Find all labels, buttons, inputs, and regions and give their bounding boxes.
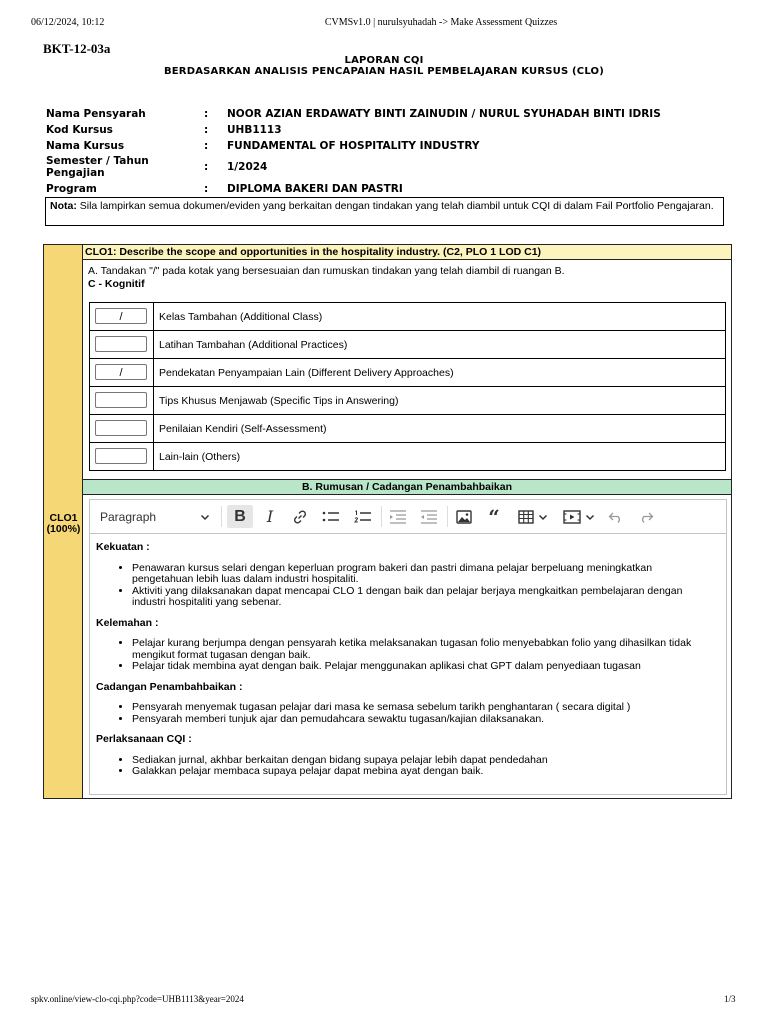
info-value-semester: 1/2024 <box>227 161 268 173</box>
info-label-semester-line2: Pengajian <box>46 167 105 179</box>
checklist-label: Tips Khusus Menjawab (Specific Tips in Answering) <box>159 395 399 407</box>
numbered-list-icon[interactable] <box>351 505 375 528</box>
mark-input[interactable]: / <box>95 364 147 380</box>
mark-input[interactable] <box>95 392 147 408</box>
bold-icon[interactable]: B <box>227 505 253 528</box>
mark-input[interactable] <box>95 448 147 464</box>
report-subtitle: BERDASARKAN ANALISIS PENCAPAIAN HASIL PEMBELAJARAN KURSUS (CLO) <box>163 66 605 77</box>
note-box <box>45 197 724 226</box>
indent-icon[interactable] <box>417 505 441 528</box>
checklist-mark-cell <box>90 331 154 358</box>
info-value-program: DIPLOMA BAKERI DAN PASTRI <box>227 183 403 195</box>
checklist-mark-cell <box>90 415 154 442</box>
paragraph-format-select[interactable] <box>96 505 214 528</box>
table-icon[interactable] <box>513 505 553 528</box>
print-page-title: CVMSv1.0 | nurulsyuhadah -> Make Assessment Quizzes <box>324 17 558 28</box>
info-value-lecturer: NOOR AZIAN ERDAWATY BINTI ZAINUDIN / NURUL SYUHADAH BINTI IDRIS <box>227 108 661 120</box>
italic-icon[interactable]: I <box>266 507 274 526</box>
list-item: • Penawaran kursus selari dengan keperluan program bakeri dan pastri dimana pelajar berpeluang meningkatkan pengetahuan lebih luas dalam industri hospitaliti. <box>132 563 716 586</box>
link-icon[interactable] <box>288 505 312 528</box>
chevron-down-icon <box>585 512 595 522</box>
redo-icon[interactable] <box>634 505 658 528</box>
clo-domain: C - Kognitif <box>88 278 145 290</box>
action-checklist <box>89 302 726 471</box>
image-icon[interactable] <box>452 505 476 528</box>
checklist-mark-cell <box>90 303 154 330</box>
bulleted-list-icon[interactable] <box>319 505 343 528</box>
checklist-label: Penilaian Kendiri (Self-Assessment) <box>159 423 327 435</box>
toolbar-separator <box>221 506 222 527</box>
list-item: • Pelajar kurang berjumpa dengan pensyarah ketika melaksanakan tugasan folio menyebabkan folio yang dihasilkan tidak mengikut format tugasan dengan baik. <box>132 638 716 661</box>
section-b-title: B. Rumusan / Cadangan Penambahbaikan <box>83 479 731 495</box>
list-item: • Pelajar tidak membina ayat dengan baik. Pelajar menggunakan aplikasi chat GPT dalam penyediaan tugasan <box>132 661 716 673</box>
checklist-label: Latihan Tambahan (Additional Practices) <box>159 339 348 351</box>
list-item: • Galakkan pelajar membaca supaya pelajar dapat mebina ayat dengan baik. <box>132 766 716 778</box>
checklist-row <box>90 331 725 359</box>
checklist-row <box>90 415 725 443</box>
mark-input[interactable]: / <box>95 308 147 324</box>
paragraph-format-value: Paragraph <box>100 509 157 524</box>
checklist-mark-cell <box>90 443 154 470</box>
footer-page-number: 1/3 <box>724 994 736 1004</box>
info-label-course-name: Nama Kursus <box>46 140 125 152</box>
document-code: BKT-12-03a <box>43 41 111 56</box>
cqi-implementation-list <box>96 755 716 778</box>
note-label: Nota: <box>50 200 77 212</box>
list-item: • Pensyarah memberi tunjuk ajar dan pemudahcara sewaktu tugasan/kajian dilaksanakan. <box>132 714 716 726</box>
undo-icon[interactable] <box>604 505 628 528</box>
weaknesses-list <box>96 638 716 673</box>
clo-instruction: A. Tandakan "/" pada kotak yang bersesuaian dan rumuskan tindakan yang telah diambil di ruangan B. <box>88 265 565 277</box>
clo-side-percent: (100%) <box>46 523 81 535</box>
checklist-label: Lain-lain (Others) <box>159 451 241 463</box>
checklist-mark-cell <box>90 387 154 414</box>
toolbar-separator <box>447 506 448 527</box>
clo-side-label <box>44 513 83 535</box>
section-heading-strengths: Kekuatan : <box>96 541 150 553</box>
info-value-course-name: FUNDAMENTAL OF HOSPITALITY INDUSTRY <box>227 140 480 152</box>
section-heading-cqi-implementation: Perlaksanaan CQI : <box>96 733 192 745</box>
section-heading-improvements: Cadangan Penambahbaikan : <box>96 680 243 693</box>
editor-content[interactable] <box>96 542 716 787</box>
list-item: • Pensyarah menyemak tugasan pelajar dari masa ke semasa sebelum tarikh penghantaran ( secara digital ) <box>132 702 716 714</box>
blockquote-icon[interactable]: “ <box>488 504 500 529</box>
checklist-row <box>90 359 725 387</box>
checklist-row <box>90 303 725 331</box>
mark-input[interactable] <box>95 336 147 352</box>
list-item: • Aktiviti yang dilaksanakan dapat mencapai CLO 1 dengan baik dan pelajar berjaya mengkaitkan pembelajaran dengan industri hospitaliti yang sebenar. <box>132 586 716 609</box>
rich-text-editor <box>89 499 727 795</box>
info-value-course-code: UHB1113 <box>227 124 282 136</box>
info-label-lecturer: Nama Pensyarah <box>46 108 146 120</box>
checklist-label: Pendekatan Penyampaian Lain (Different Delivery Approaches) <box>159 367 454 379</box>
checklist-row <box>90 387 725 415</box>
checklist-label: Kelas Tambahan (Additional Class) <box>159 311 323 323</box>
info-colon: : <box>204 108 209 120</box>
mark-input[interactable] <box>95 420 147 436</box>
improvements-list <box>96 702 716 725</box>
chevron-down-icon <box>538 512 548 522</box>
toolbar-separator <box>381 506 382 527</box>
media-icon[interactable] <box>559 505 599 528</box>
info-colon: : <box>204 161 209 173</box>
info-colon: : <box>204 124 209 136</box>
info-label-semester-line1: Semester / Tahun <box>46 155 149 167</box>
note-text: Sila lampirkan semua dokumen/eviden yang berkaitan dengan tindakan yang telah diambil untuk CQI di dalam Fail Portfolio Pengajaran. <box>76 200 714 212</box>
info-label-program: Program <box>46 183 97 195</box>
info-label-course-code: Kod Kursus <box>46 124 113 136</box>
report-title: LAPORAN CQI <box>344 55 424 66</box>
section-heading-weaknesses: Kelemahan : <box>96 616 159 629</box>
checklist-mark-cell <box>90 359 154 386</box>
list-item: • Sediakan jurnal, akhbar berkaitan dengan bidang supaya pelajar lebih dapat pendedahan <box>132 755 716 767</box>
strengths-list <box>96 563 716 609</box>
checklist-row <box>90 443 725 470</box>
footer-url: spkv.online/view-clo-cqi.php?code=UHB1113&year=2024 <box>31 994 244 1004</box>
info-colon: : <box>204 140 209 152</box>
print-datetime: 06/12/2024, 10:12 <box>31 17 105 28</box>
chevron-down-icon <box>200 512 210 522</box>
outdent-icon[interactable] <box>386 505 410 528</box>
info-colon: : <box>204 183 209 195</box>
editor-toolbar <box>90 500 726 534</box>
clo-side-name: CLO1 <box>49 512 78 524</box>
clo-heading: CLO1: Describe the scope and opportunities in the hospitality industry. (C2, PLO 1 LOD C1) <box>83 245 731 260</box>
